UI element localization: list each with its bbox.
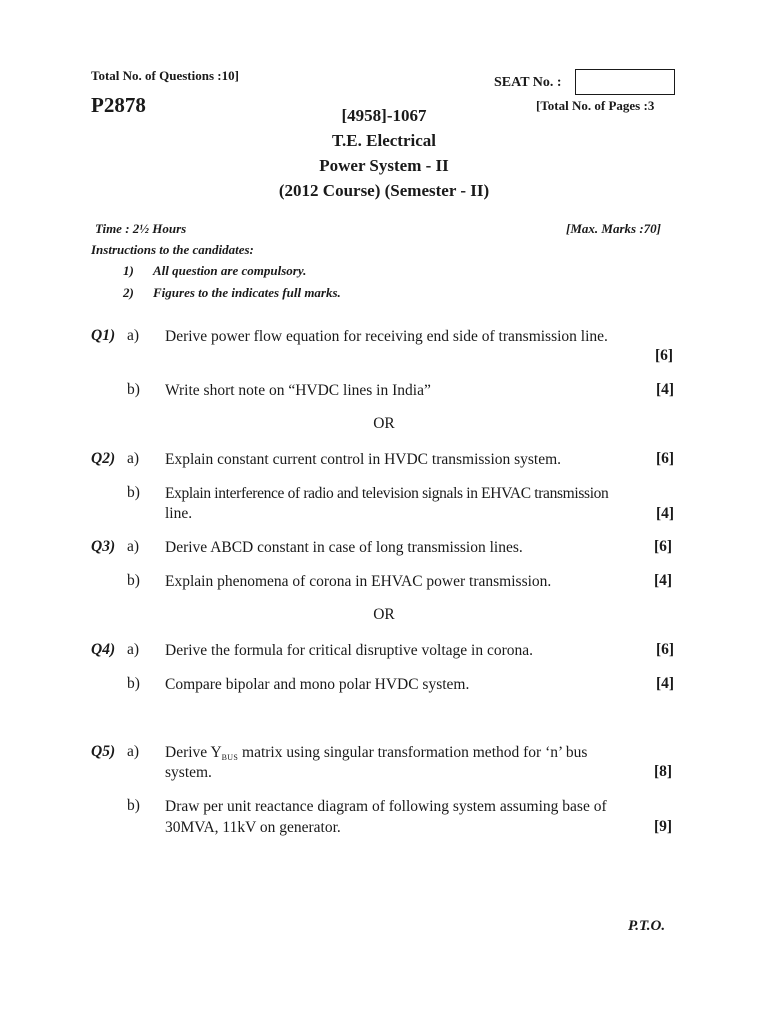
subscript-bus: BUS [221, 753, 239, 762]
question-text-continued: line. [165, 505, 193, 522]
question-text: Explain phenomena of corona in EHVAC power transmission. [165, 573, 552, 590]
question-text: Explain constant current control in HVDC transmission system. [165, 451, 562, 468]
instruction-text: All question are compulsory. [153, 263, 307, 278]
part-label: b) [127, 381, 140, 398]
question-text: Derive the formula for critical disruptive voltage in corona. [165, 642, 533, 659]
question-text: Derive ABCD constant in case of long transmission lines. [165, 539, 523, 556]
instruction-text: Figures to the indicates full marks. [153, 285, 341, 300]
marks: [4] [656, 381, 675, 398]
question-text: Derive power flow equation for receiving end side of transmission line. [165, 328, 608, 345]
or-separator: OR [373, 415, 395, 432]
marks: [4] [654, 572, 673, 589]
max-marks: [Max. Marks :70] [566, 221, 661, 236]
question-text-rest: matrix using singular transformation method for ‘n’ bus [238, 744, 588, 761]
part-label: a) [127, 327, 140, 344]
marks: [6] [656, 450, 675, 467]
question-label: Q1) [91, 327, 116, 344]
total-questions: Total No. of Questions :10] [91, 68, 239, 83]
question-text-start: Derive Y [165, 744, 222, 761]
question-text: Explain interference of radio and television signals in EHVAC transmission [165, 485, 609, 502]
part-label: a) [127, 641, 140, 658]
question-text: Compare bipolar and mono polar HVDC system. [165, 676, 470, 693]
part-label: b) [127, 484, 140, 501]
part-label: a) [127, 743, 140, 760]
instruction-number: 1) [123, 263, 134, 278]
question-label: Q4) [91, 641, 116, 658]
course-pattern: (2012 Course) (Semester - II) [278, 181, 490, 200]
course-line: T.E. Electrical [331, 131, 437, 150]
marks: [6] [656, 641, 675, 658]
question-text: Draw per unit reactance diagram of following system assuming base of [165, 798, 607, 815]
marks: [4] [656, 505, 675, 522]
marks: [6] [654, 538, 673, 555]
part-label: b) [127, 797, 140, 814]
question-label: Q3) [91, 538, 116, 555]
paper-id: [4958]-1067 [341, 106, 427, 125]
part-label: a) [127, 538, 140, 555]
marks: [9] [654, 818, 673, 835]
instruction-number: 2) [123, 285, 134, 300]
part-label: a) [127, 450, 140, 467]
marks: [4] [656, 675, 675, 692]
seat-number-box[interactable] [575, 69, 675, 95]
question-text-continued: 30MVA, 11kV on generator. [165, 819, 341, 836]
part-label: b) [127, 572, 140, 589]
time-label: Time : 2½ Hours [95, 221, 187, 236]
marks: [6] [655, 347, 674, 364]
question-text [165, 743, 587, 768]
marks: [8] [654, 763, 673, 780]
question-text: Write short note on “HVDC lines in India” [165, 382, 431, 399]
total-pages: [Total No. of Pages :3 [536, 98, 655, 113]
question-label: Q2) [91, 450, 116, 467]
or-separator: OR [373, 606, 395, 623]
pto-label: P.T.O. [628, 918, 666, 934]
seat-label: SEAT No. : [494, 75, 562, 90]
instructions-title: Instructions to the candidates: [91, 242, 254, 257]
part-label: b) [127, 675, 140, 692]
question-text-continued: system. [165, 764, 212, 781]
subject-title: Power System - II [319, 156, 449, 175]
question-label: Q5) [91, 743, 116, 760]
paper-code: P2878 [91, 93, 146, 117]
